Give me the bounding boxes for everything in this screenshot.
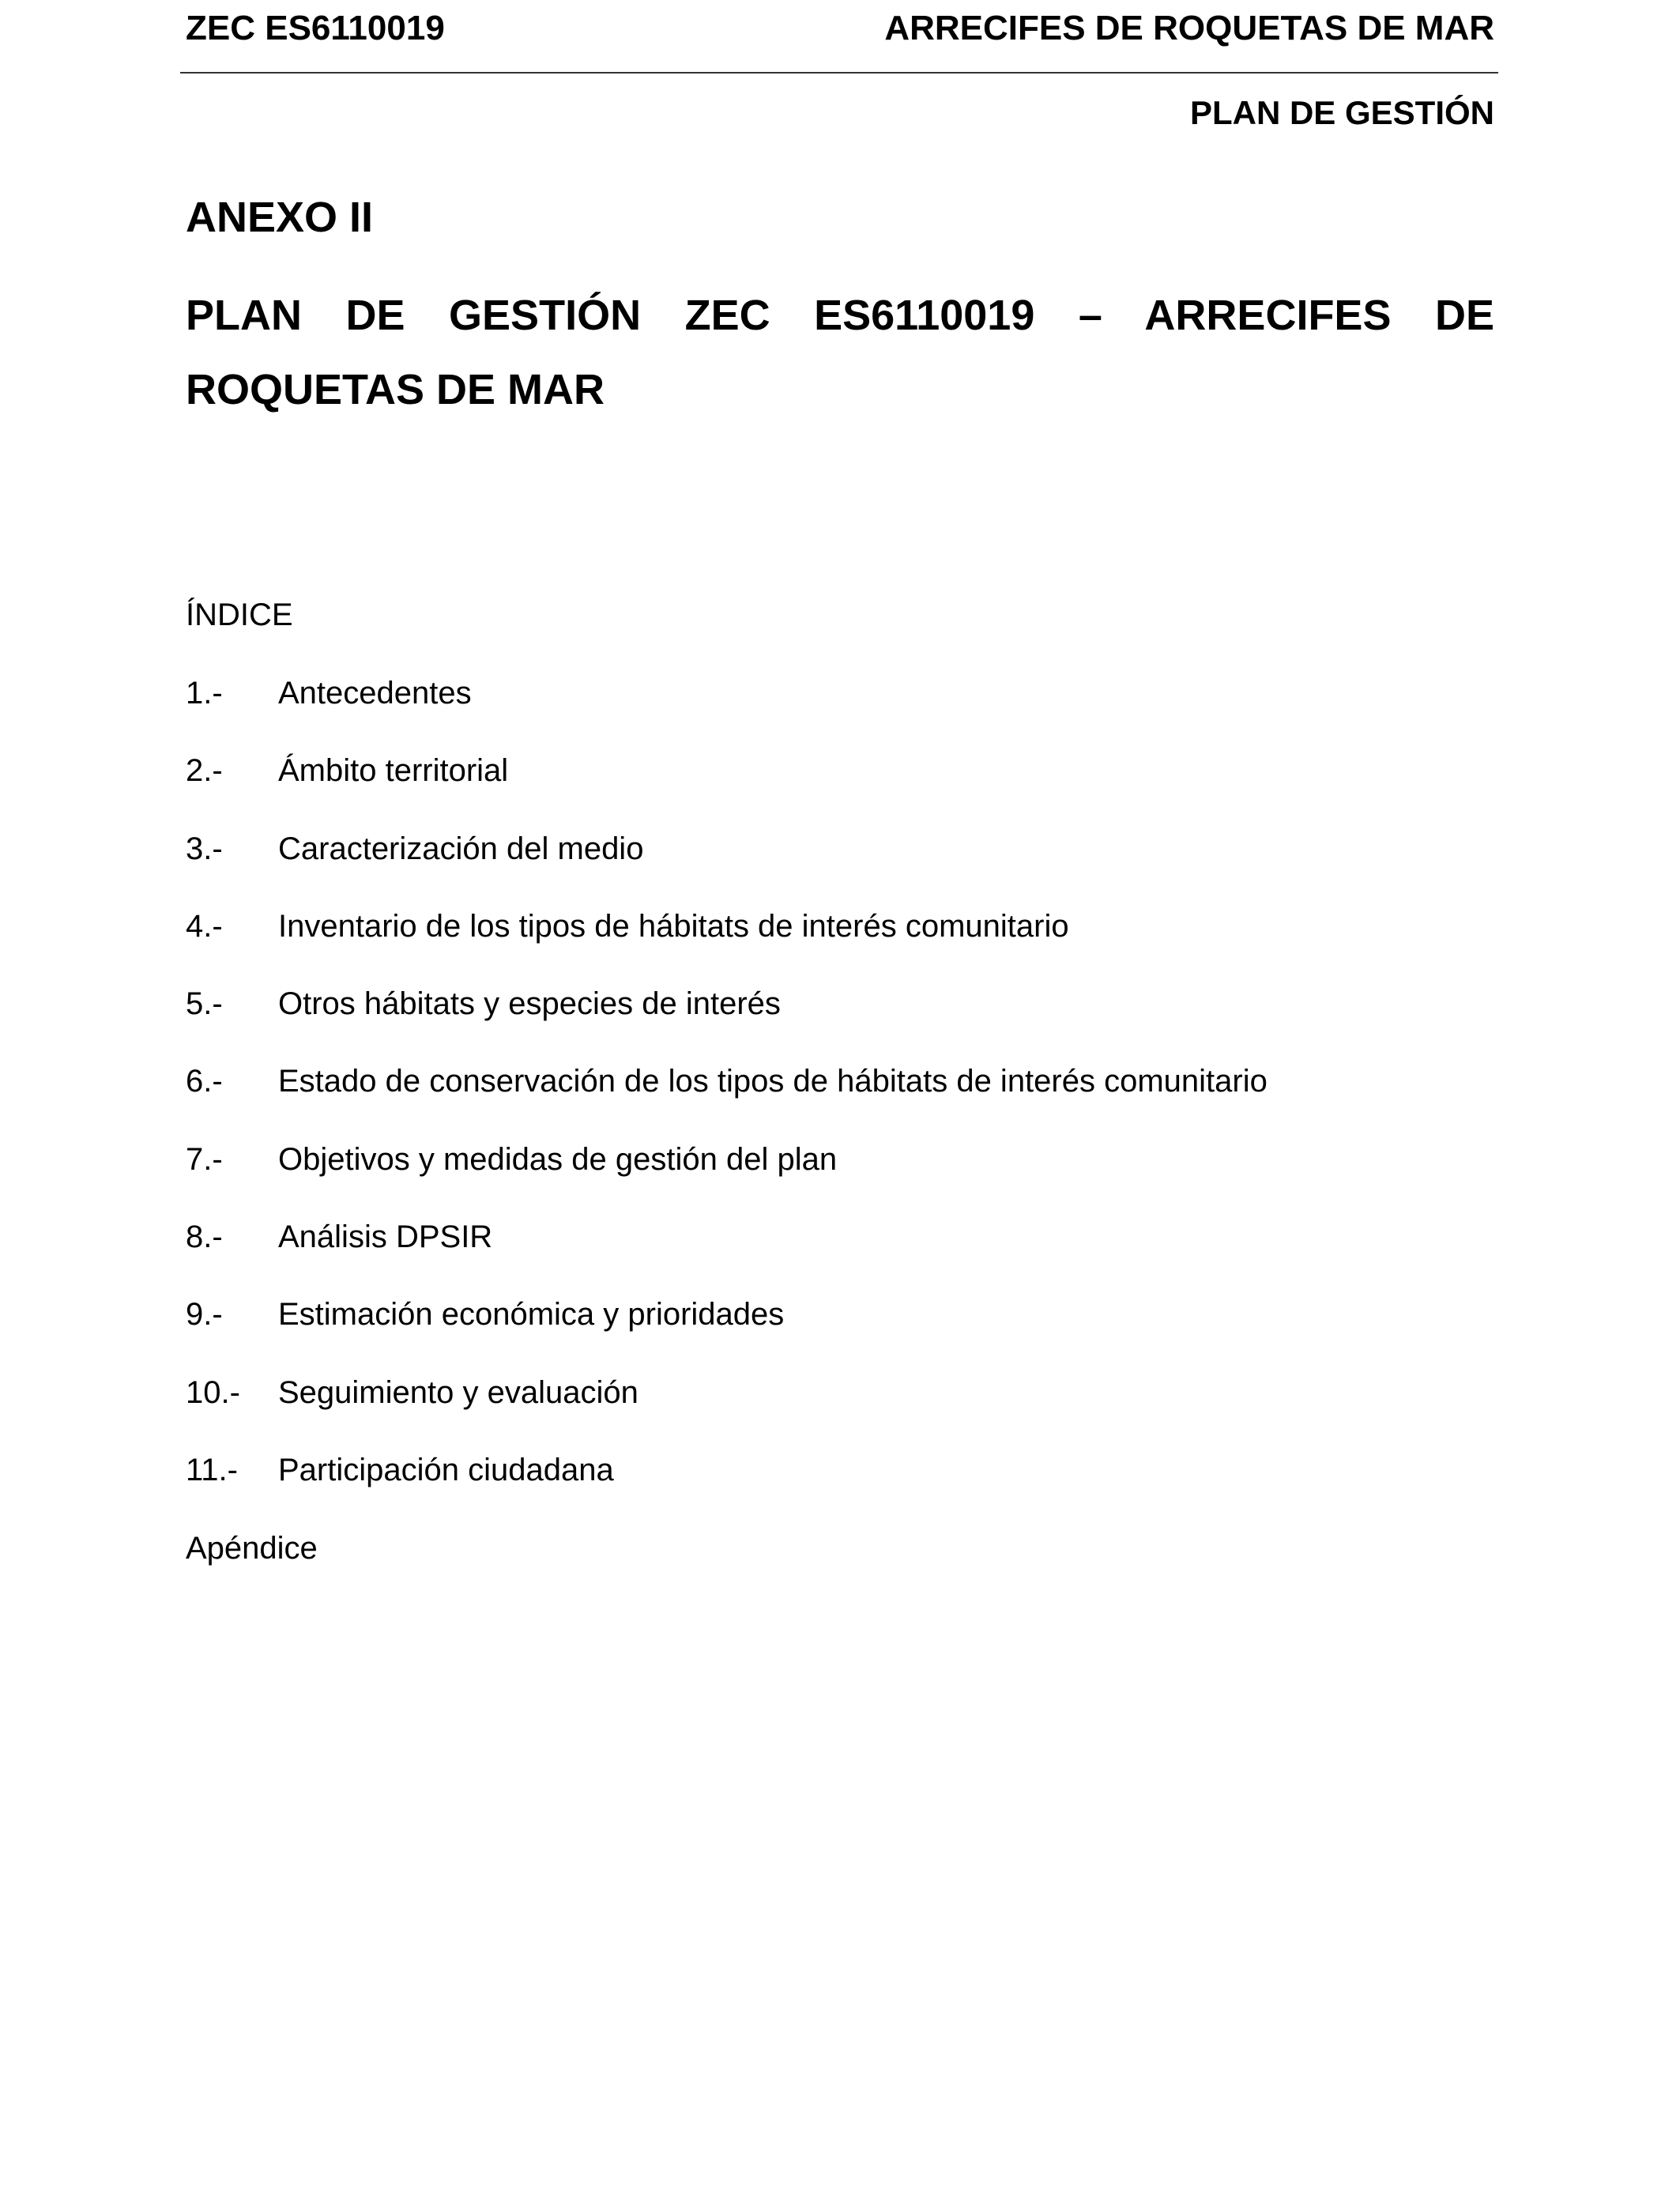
- toc-item-label: Otros hábitats y especies de interés: [278, 986, 781, 1022]
- header-site-name: ARRECIFES DE ROQUETAS DE MAR: [884, 9, 1494, 47]
- toc-item-label: Objetivos y medidas de gestión del plan: [278, 1141, 838, 1177]
- toc-item-label: Análisis DPSIR: [278, 1220, 493, 1255]
- toc-item-label: Seguimiento y evaluación: [278, 1374, 638, 1410]
- header-divider: [180, 72, 1498, 74]
- toc-item-label: Caracterización del medio: [278, 831, 644, 866]
- toc-item-number: 3.-: [186, 831, 223, 866]
- toc-item-number: 10.-: [186, 1374, 240, 1410]
- header-section: PLAN DE GESTIÓN: [1189, 94, 1494, 131]
- toc-item-number: 9.-: [186, 1297, 223, 1333]
- toc-item-label: Participación ciudadana: [278, 1452, 614, 1487]
- annex-title: PLAN DE GESTIÓN ZEC ES6110019 – ARRECIFES DE ROQUETAS DE MAR: [186, 292, 1494, 413]
- toc-item-label: Estimación económica y prioridades: [278, 1297, 785, 1333]
- toc-item-number: 7.-: [186, 1141, 223, 1177]
- toc-item-number: 5.-: [186, 986, 223, 1022]
- annex-label: ANEXO II: [186, 194, 374, 241]
- toc-item-label: Antecedentes: [278, 676, 472, 711]
- toc-item-number: 1.-: [186, 676, 223, 711]
- toc-item-number: 2.-: [186, 753, 223, 789]
- toc-item-number: 6.-: [186, 1064, 223, 1099]
- toc-item-number: 8.-: [186, 1220, 223, 1255]
- toc-item-number: 4.-: [186, 908, 223, 944]
- toc-item-label: Ámbito territorial: [278, 753, 509, 789]
- toc-item-label: Inventario de los tipos de hábitats de interés comunitario: [278, 908, 1069, 944]
- toc-item-label: Estado de conservación de los tipos de hábitats de interés comunitario: [278, 1064, 1268, 1099]
- toc-item-number: 11.-: [186, 1452, 238, 1487]
- header-code: ZEC ES6110019: [186, 9, 445, 47]
- toc-appendix: Apéndice: [186, 1531, 318, 1566]
- index-heading: ÍNDICE: [186, 598, 293, 632]
